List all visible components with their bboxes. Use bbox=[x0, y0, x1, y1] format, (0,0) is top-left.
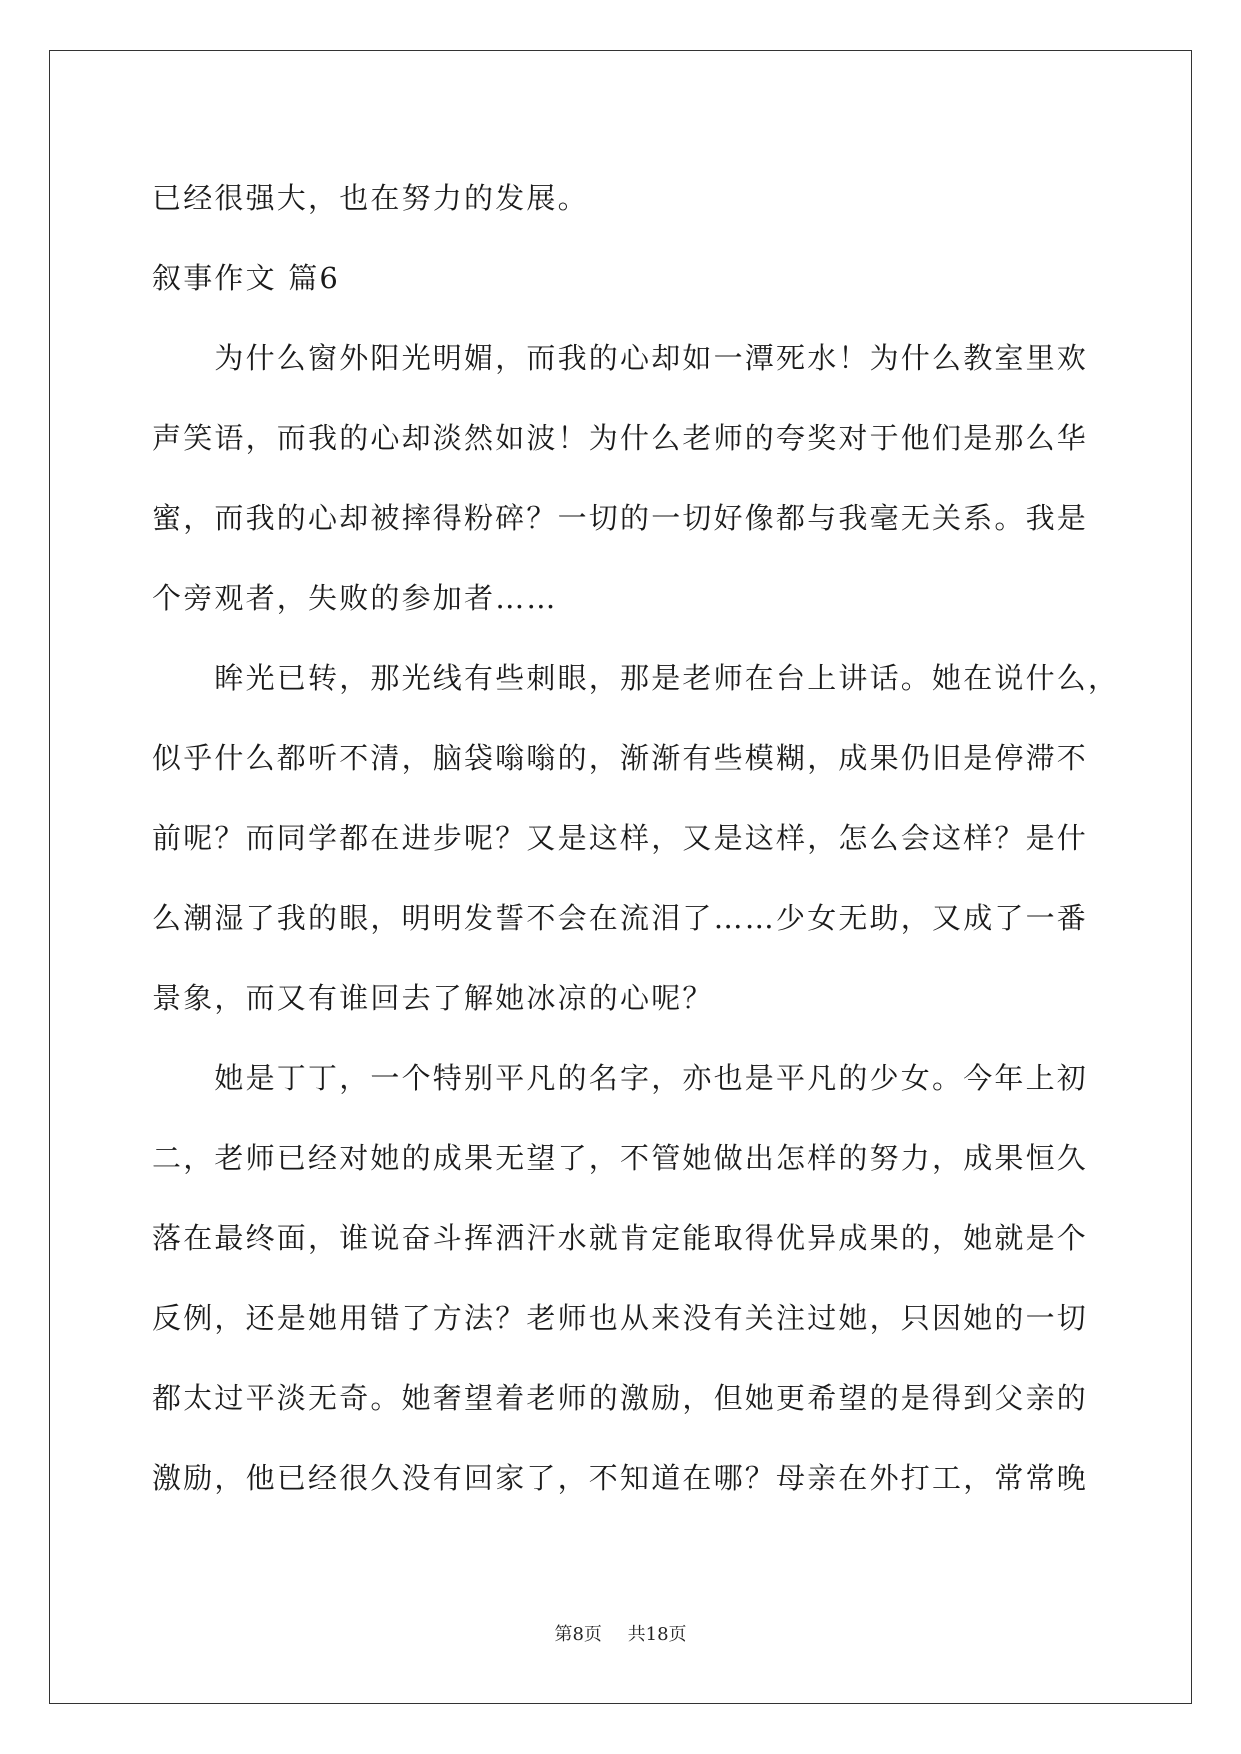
document-body bbox=[152, 158, 1120, 1518]
text-line: 反例，还是她用错了方法？老师也从来没有关注过她，只因她的一切 bbox=[152, 1301, 1089, 1335]
section-heading: 叙事作文 篇6 bbox=[152, 261, 341, 295]
text-line: 她是丁丁，一个特别平凡的名字，亦也是平凡的少女。今年上初 bbox=[152, 1061, 1089, 1095]
text-line: 激励，他已经很久没有回家了，不知道在哪？母亲在外打工，常常晚 bbox=[152, 1461, 1089, 1495]
text-line: 个旁观者，失败的参加者…… bbox=[152, 581, 558, 615]
text-line: 蜜，而我的心却被摔得粉碎？一切的一切好像都与我毫无关系。我是 bbox=[152, 501, 1089, 535]
text-line: 都太过平淡无奇。她奢望着老师的激励，但她更希望的是得到父亲的 bbox=[152, 1381, 1089, 1415]
text-line: 二，老师已经对她的成果无望了，不管她做出怎样的努力，成果恒久 bbox=[152, 1141, 1089, 1175]
text-line: 落在最终面，谁说奋斗挥洒汗水就肯定能取得优异成果的，她就是个 bbox=[152, 1221, 1089, 1255]
text-line: 眸光已转，那光线有些刺眼，那是老师在台上讲话。她在说什么， bbox=[152, 661, 1120, 695]
text-line: 已经很强大，也在努力的发展。 bbox=[152, 181, 589, 215]
text-line: 为什么窗外阳光明媚，而我的心却如一潭死水！为什么教室里欢 bbox=[152, 341, 1089, 375]
page-number: 第8页 bbox=[554, 1624, 602, 1645]
text-line: 景象，而又有谁回去了解她冰凉的心呢？ bbox=[152, 981, 714, 1015]
text-line: 么潮湿了我的眼，明明发誓不会在流泪了……少女无助，又成了一番 bbox=[152, 901, 1089, 935]
page-total: 共18页 bbox=[627, 1624, 687, 1645]
text-line: 前呢？而同学都在进步呢？又是这样，又是这样，怎么会这样？是什 bbox=[152, 821, 1089, 855]
text-line: 似乎什么都听不清，脑袋嗡嗡的，渐渐有些模糊，成果仍旧是停滞不 bbox=[152, 741, 1089, 775]
text-line: 声笑语，而我的心却淡然如波！为什么老师的夸奖对于他们是那么华 bbox=[152, 421, 1089, 455]
page-footer bbox=[0, 1620, 1241, 1646]
